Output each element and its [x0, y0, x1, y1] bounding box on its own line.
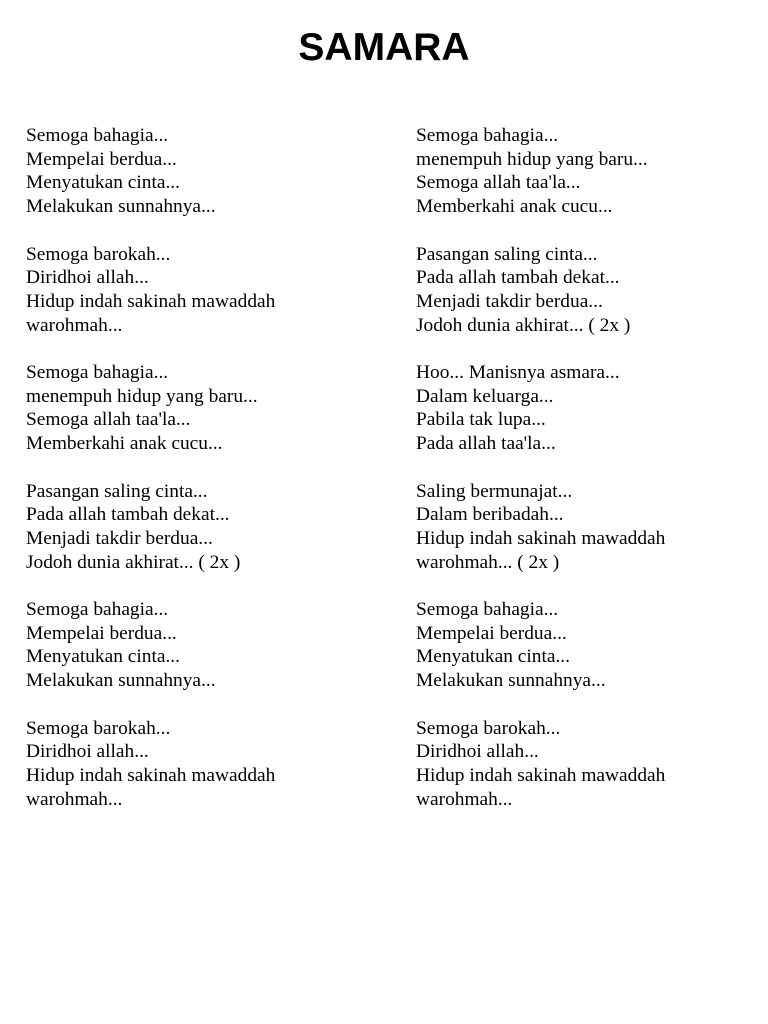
lyric-line: warohmah... [26, 788, 123, 810]
lyric-line: Dalam keluarga... [416, 385, 554, 407]
lyric-line: Mempelai berdua... [416, 622, 567, 644]
lyric-line: Semoga barokah... [26, 717, 171, 739]
lyric-stanza [26, 598, 386, 693]
lyric-line: Melakukan sunnahnya... [26, 196, 216, 218]
lyric-line: Hoo... Manisnya asmara... [416, 362, 620, 383]
lyric-line: Hidup indah sakinah mawaddah [416, 764, 666, 786]
lyric-line: Semoga allah taa'la... [416, 172, 581, 194]
lyric-line: Menyatukan cinta... [416, 646, 570, 668]
lyric-line: Memberkahi anak cucu... [416, 196, 613, 218]
lyric-stanza [416, 480, 756, 575]
lyric-line: Pasangan saling cinta... [26, 480, 208, 502]
lyric-stanza [26, 361, 386, 456]
lyric-line: Menjadi takdir berdua... [26, 527, 213, 549]
lyric-line: Semoga bahagia... [416, 599, 559, 620]
lyric-line: menempuh hidup yang baru... [26, 385, 258, 407]
lyric-line: Memberkahi anak cucu... [26, 433, 223, 455]
lyric-line: Hidup indah sakinah mawaddah [416, 527, 666, 549]
lyric-line: Menjadi takdir berdua... [416, 290, 603, 312]
lyric-stanza [26, 480, 386, 575]
lyric-line: Pada allah taa'la... [416, 433, 556, 455]
lyric-line: Mempelai berdua... [26, 622, 177, 644]
lyric-line: menempuh hidup yang baru... [416, 148, 648, 170]
lyric-line: Mempelai berdua... [26, 148, 177, 170]
lyric-line: warohmah... [26, 314, 123, 336]
lyric-line: Semoga barokah... [416, 717, 561, 739]
lyric-line: Semoga bahagia... [26, 362, 169, 383]
lyrics-column-left [26, 124, 386, 835]
lyric-line: Semoga bahagia... [416, 125, 559, 146]
lyric-stanza [416, 124, 756, 219]
lyric-stanza [416, 717, 756, 812]
lyric-line: Pada allah tambah dekat... [26, 504, 230, 526]
lyric-line: Menyatukan cinta... [26, 646, 180, 668]
lyric-line: warohmah... ( 2x ) [416, 551, 560, 573]
lyric-stanza [26, 717, 386, 812]
lyric-line: Diridhoi allah... [26, 267, 149, 289]
lyric-line: Semoga allah taa'la... [26, 409, 191, 431]
lyric-line: Melakukan sunnahnya... [26, 670, 216, 692]
lyric-line: Semoga barokah... [26, 243, 171, 265]
lyric-line: Dalam beribadah... [416, 504, 564, 526]
lyric-stanza [416, 243, 756, 338]
lyric-line: Saling bermunajat... [416, 480, 573, 502]
lyric-line: Diridhoi allah... [26, 741, 149, 763]
lyric-line: Melakukan sunnahnya... [416, 670, 606, 692]
lyric-line: Pada allah tambah dekat... [416, 267, 620, 289]
lyric-stanza [26, 124, 386, 219]
lyric-stanza [416, 598, 756, 693]
song-title: SAMARA [298, 26, 470, 69]
lyric-line: Jodoh dunia akhirat... ( 2x ) [26, 551, 241, 573]
lyric-line: Menyatukan cinta... [26, 172, 180, 194]
lyric-line: warohmah... [416, 788, 513, 810]
lyric-line: Diridhoi allah... [416, 741, 539, 763]
lyric-line: Jodoh dunia akhirat... ( 2x ) [416, 314, 631, 336]
lyric-line: Pabila tak lupa... [416, 409, 546, 431]
lyric-stanza [416, 361, 756, 456]
lyrics-column-right [416, 124, 756, 835]
lyric-line: Semoga bahagia... [26, 599, 169, 620]
lyric-line: Hidup indah sakinah mawaddah [26, 764, 276, 786]
lyric-line: Semoga bahagia... [26, 125, 169, 146]
lyric-line: Hidup indah sakinah mawaddah [26, 290, 276, 312]
lyric-line: Pasangan saling cinta... [416, 243, 598, 265]
lyric-stanza [26, 243, 386, 338]
